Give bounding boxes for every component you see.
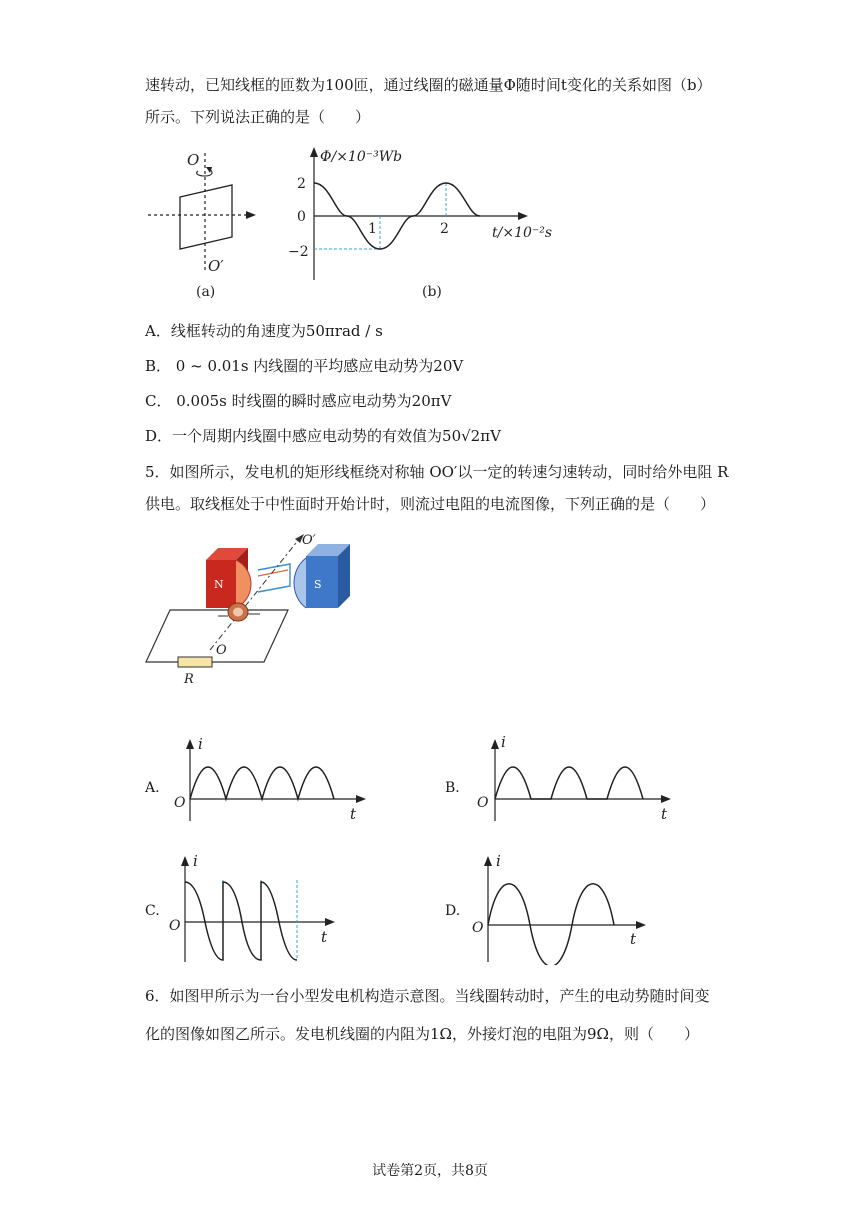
q5-option-d-graph[interactable]: [468, 850, 658, 965]
label-s: S: [314, 578, 322, 591]
svg-text:O: O: [169, 918, 181, 934]
fig-b-y-label: Φ/×10⁻³Wb: [320, 149, 403, 165]
q6-text-line1: 6．如图甲所示为一台小型发电机构造示意图。当线圈转动时，产生的电动势随时间变: [145, 987, 710, 1005]
q4-option-c[interactable]: C． 0.005s 时线圈的瞬时感应电动势为20πV: [145, 392, 452, 410]
svg-text:O: O: [477, 795, 489, 811]
svg-text:O: O: [472, 920, 484, 936]
q5-option-a-graph[interactable]: [170, 735, 370, 825]
svg-text:i: i: [496, 852, 501, 870]
label-o: O: [216, 643, 227, 658]
fig-b-ytick-0: 0: [297, 209, 306, 225]
label-n: N: [214, 578, 224, 591]
fig-a-label-o-prime: O′: [208, 257, 224, 275]
label-o-prime: O′: [302, 533, 316, 548]
svg-text:i: i: [501, 735, 506, 751]
fig-b-x-label: t/×10⁻²s: [492, 225, 553, 241]
q5-text-line1: 5．如图所示，发电机的矩形线框绕对称轴 OO′以一定的转速匀速转动，同时给外电阻 R: [145, 463, 729, 481]
fig-b-xtick-1: 1: [368, 221, 377, 237]
svg-text:i: i: [198, 735, 203, 753]
q6-text-line2: 化的图像如图乙所示。发电机线圈的内阻为1Ω，外接灯泡的电阻为9Ω，则（ ）: [145, 1025, 699, 1043]
q5-option-a-label[interactable]: A.: [145, 780, 160, 796]
q4-text-line1: 速转动，已知线框的匝数为100匝，通过线圈的磁通量Φ随时间t变化的关系如图（b）: [145, 76, 712, 94]
svg-text:t: t: [321, 928, 328, 946]
label-r: R: [184, 672, 194, 687]
q5-option-c-label[interactable]: C.: [145, 903, 160, 919]
fig-b-caption: (b): [422, 284, 442, 300]
fig-b-ytick-2: 2: [297, 176, 306, 192]
q4-text-line2: 所示。下列说法正确的是（ ）: [145, 108, 371, 126]
svg-text:t: t: [350, 805, 357, 823]
page-footer: 试卷第2页，共8页: [372, 1163, 488, 1179]
fig-b-xtick-2: 2: [440, 221, 449, 237]
generator-illustration: [140, 530, 380, 690]
q4-option-d[interactable]: D．一个周期内线圈中感应电动势的有效值为50√2πV: [145, 427, 501, 445]
q4-option-a[interactable]: A．线框转动的角速度为50πrad / s: [145, 322, 383, 340]
q5-option-d-label[interactable]: D.: [445, 903, 461, 919]
q5-text-line2: 供电。取线框处于中性面时开始计时，则流过电阻的电流图像，下列正确的是（ ）: [145, 495, 716, 513]
fig-b-ytick-neg2: −2: [288, 244, 309, 260]
q5-option-c-graph[interactable]: [165, 850, 345, 965]
svg-text:O: O: [174, 795, 186, 811]
q5-option-b-label[interactable]: B.: [445, 780, 460, 796]
svg-text:t: t: [630, 930, 637, 948]
fig-a-caption: (a): [196, 284, 216, 300]
q4-option-b[interactable]: B． 0 ~ 0.01s 内线圈的平均感应电动势为20V: [145, 357, 464, 375]
figure-a-coil: [140, 145, 270, 305]
fig-a-label-o: O: [187, 151, 200, 169]
q5-option-b-graph[interactable]: [475, 735, 675, 825]
svg-text:i: i: [193, 852, 198, 870]
figure-b-flux-chart: [280, 145, 570, 305]
svg-text:t: t: [661, 805, 668, 823]
